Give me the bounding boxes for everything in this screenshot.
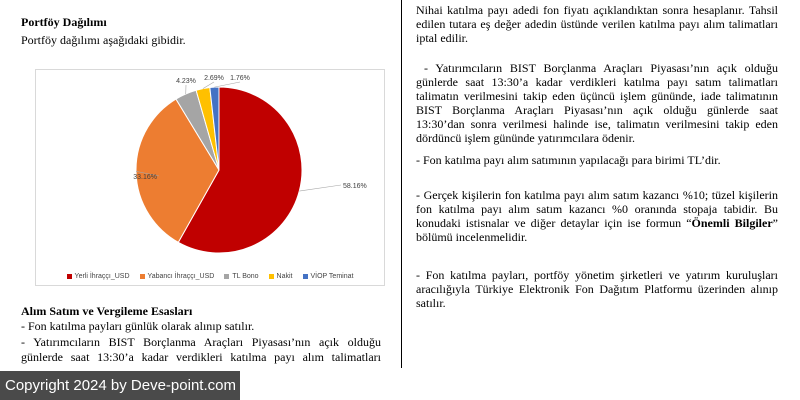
legend-item-1 bbox=[140, 273, 215, 280]
legend-swatch-0 bbox=[67, 274, 72, 279]
section-title-trading: Alım Satım ve Vergileme Esasları bbox=[21, 304, 193, 318]
legend-swatch-3 bbox=[269, 274, 274, 279]
legend-swatch-4 bbox=[303, 274, 308, 279]
right-bullet-3: - Fon katılma payları, portföy yönetim şirketleri ve yatırım kuruluşları aracılığıyla Türkiye Elektronik Fon Dağıtım Platformu üzerinden alınıp satılır. bbox=[416, 268, 778, 310]
legend-label-2: TL Bono bbox=[232, 272, 259, 280]
bullet-2-text-pre: - Gerçek kişilerin fon katılma payı alım satım kazancı %10; tüzel kişilerin fon katılma payı alım satım kazancı %0 oranında stopaja tabidir. Bu konudaki istisnalar ve diğer detaylar için ise formun “ bbox=[416, 188, 778, 230]
data-label-1: 33.16% bbox=[133, 174, 157, 181]
legend-item-0 bbox=[67, 273, 130, 280]
pie-svg bbox=[36, 70, 386, 270]
column-divider bbox=[401, 0, 402, 368]
leader-line-4 bbox=[214, 82, 240, 87]
copyright-banner: Copyright 2024 by Deve-point.com bbox=[0, 371, 240, 400]
legend-swatch-1 bbox=[140, 274, 145, 279]
right-para-1: Nihai katılma payı adedi fon fiyatı açıklandıktan sonra hesaplanır. Tahsil edilen tutara eş değer adedin üstünde verilen katılma payı alım talimatları iptal edilir. bbox=[416, 3, 778, 45]
trading-line-1: - Fon katılma payları günlük olarak alınıp satılır. bbox=[21, 319, 255, 333]
portfolio-intro-text: Portföy dağılımı aşağıdaki gibidir. bbox=[21, 33, 186, 47]
bullet-2-text-post: ” bölümü incelenmelidir. bbox=[416, 216, 778, 244]
portfolio-pie-chart bbox=[35, 69, 385, 286]
right-bullet-1: - Fon katılma payı alım satımının yapılacağı para birimi TL’dir. bbox=[416, 153, 721, 167]
leader-line-0 bbox=[299, 185, 341, 191]
right-column bbox=[416, 0, 778, 400]
legend-label-4: VİOP Teminat bbox=[310, 272, 354, 280]
legend-label-1: Yabancı İhraççı_USD bbox=[147, 272, 215, 280]
legend-item-2 bbox=[224, 273, 258, 280]
legend-swatch-2 bbox=[224, 274, 229, 279]
legend-item-3 bbox=[269, 273, 293, 280]
data-label-2: 4.23% bbox=[176, 78, 196, 85]
legend-label-3: Nakit bbox=[276, 272, 293, 280]
data-label-4: 1.76% bbox=[230, 75, 250, 82]
trading-line-2a: - Yatırımcıların BIST Borçlanma Araçları Piyasası’nın açık olduğu bbox=[21, 335, 381, 349]
trading-line-2b: günlerde saat 13:30’a kadar verdikleri katılma payı alım talimatları bbox=[21, 350, 381, 364]
legend-item-4 bbox=[303, 273, 354, 280]
data-label-0: 58.16% bbox=[343, 183, 367, 190]
chart-legend bbox=[36, 270, 384, 282]
bullet-2-bold-text: Önemli Bilgiler bbox=[691, 216, 773, 230]
legend-label-0: Yerli İhraççı_USD bbox=[74, 272, 130, 280]
right-para-2: - Yatırımcıların BIST Borçlanma Araçları Piyasası’nın açık olduğu günlerde saat 13:30’a kadar verdikleri katılma payı satım talimatları talimatın verilmesini takip eden üçüncü işlem gününde, iade talimatının BIST Borçlanma Araçları Piyasası’nın açık olduğu günlerde saat 13:30’dan sonra verilmesi halinde ise, talimatın verilmesini takip eden dördüncü işlem gününde yatırımcılara ödenir. bbox=[416, 61, 778, 145]
right-bullet-2 bbox=[416, 188, 778, 244]
section-title-portfolio: Portföy Dağılımı bbox=[21, 15, 107, 29]
data-label-3: 2.69% bbox=[204, 75, 224, 82]
